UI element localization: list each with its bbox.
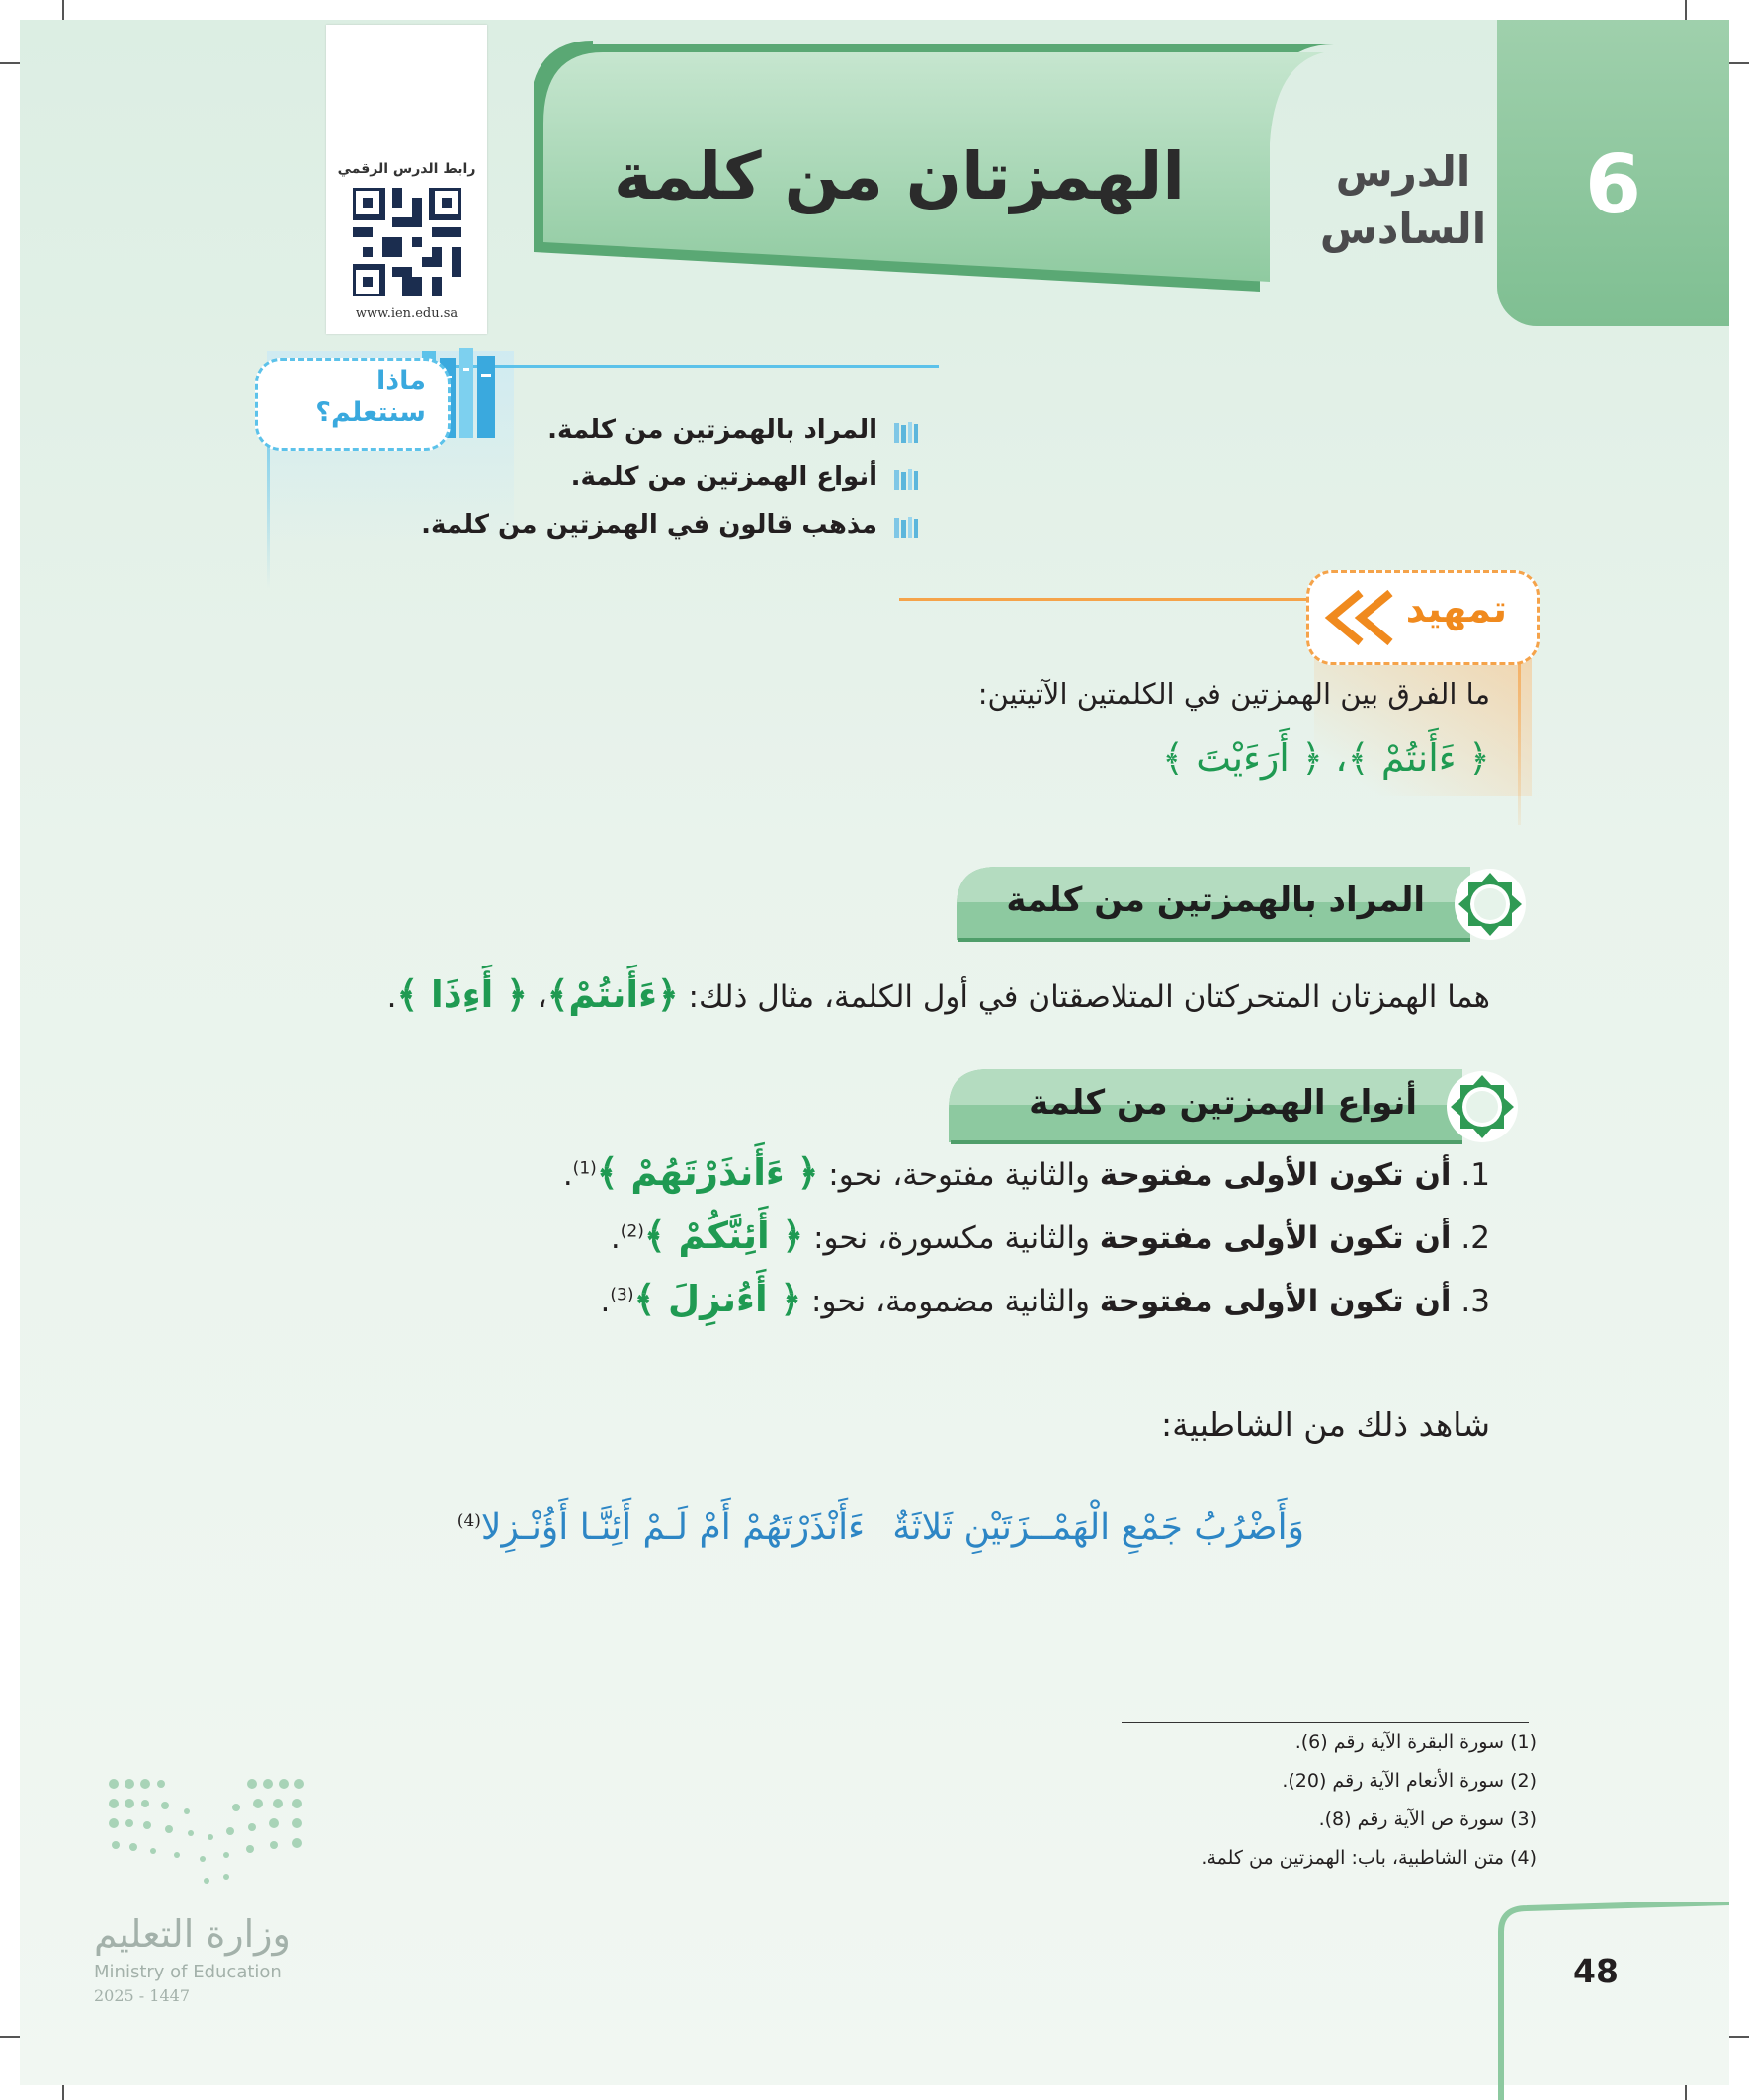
meaning-separator: ،	[527, 979, 547, 1015]
footnote-item: (2) سورة الأنعام الآية رقم (20).	[1282, 1770, 1537, 1792]
meaning-paragraph	[387, 973, 1490, 1016]
type-item	[502, 1151, 1490, 1215]
ornament-star-icon	[1447, 1071, 1518, 1142]
footnote-item: (4) متن الشاطبية، باب: الهمزتين من كلمة.	[1201, 1847, 1537, 1869]
meaning-text: هما الهمزتان المتحركتان المتلاصقتان في أول الكلمة، مثال ذلك:	[678, 979, 1490, 1015]
objective-text: مذهب قالون في الهمزتين من كلمة.	[421, 510, 877, 540]
meaning-example-1: ﴿ءَأَنتُمْ﴾	[546, 973, 679, 1016]
type-end: .	[610, 1220, 621, 1256]
page-number: 48	[1573, 1952, 1619, 1990]
type-num: 1.	[1460, 1157, 1490, 1193]
section-heading-text: أنواع الهمزتين من كلمة	[1029, 1083, 1417, 1123]
type-rest: والثانية مكسورة، نحو:	[803, 1220, 1100, 1256]
qr-code-icon[interactable]	[353, 188, 461, 296]
double-chevron-icon	[1321, 588, 1395, 647]
type-num: 3.	[1460, 1284, 1490, 1319]
lesson-label-line1: الدرس	[1335, 147, 1471, 196]
type-bold: أن تكون الأولى مفتوحة	[1099, 1220, 1452, 1256]
footnote-item: (1) سورة البقرة الآية رقم (6).	[1294, 1731, 1537, 1753]
section-heading-text: المراد بالهمزتين من كلمة	[1006, 881, 1425, 920]
witness-label: شاهد ذلك من الشاطبية:	[1161, 1405, 1490, 1444]
type-bold: أن تكون الأولى مفتوحة	[1099, 1284, 1452, 1319]
types-list	[502, 1151, 1490, 1341]
type-num: 2.	[1460, 1220, 1490, 1256]
qr-card[interactable]	[326, 25, 487, 334]
intro-badge-label: تمهيد	[1405, 587, 1507, 630]
section-heading-meaning	[957, 863, 1532, 942]
ministry-name-en: Ministry of Education	[94, 1962, 282, 1982]
ministry-year: 2025 - 1447	[94, 1986, 191, 2005]
lesson-title: الهمزتان من كلمة	[614, 138, 1185, 214]
learn-bubble-line2: سنتعلم؟	[315, 397, 426, 428]
type-end: .	[600, 1284, 611, 1319]
verse-ref: (4)	[457, 1511, 481, 1531]
learn-bubble-line1: ماذا	[376, 366, 426, 396]
type-quran: ﴿ ءَأَنذَرْتَهُمْ ﴾	[596, 1151, 819, 1194]
intro-question: ما الفرق بين الهمزتين في الكلمتين الآتيتين:	[977, 677, 1490, 711]
lesson-label	[1319, 143, 1487, 258]
type-rest: والثانية مضمومة، نحو:	[801, 1284, 1100, 1319]
type-rest: والثانية مفتوحة، نحو:	[818, 1157, 1100, 1193]
bullet-books-icon	[893, 516, 919, 540]
intro-badge	[1306, 570, 1540, 665]
bullet-books-icon	[893, 421, 919, 445]
lesson-number-tab	[1497, 20, 1729, 326]
qr-label: رابط الدرس الرقمي	[337, 161, 476, 177]
meaning-example-2: ﴿ أَءِذَا ﴾	[396, 973, 528, 1016]
intro-example-1: ﴿ ءَأَنتُمْ ﴾	[1347, 736, 1490, 780]
objective-item	[407, 462, 921, 510]
type-quran: ﴿ أَءُنزِلَ ﴾	[633, 1278, 802, 1320]
objectives-list	[407, 415, 921, 557]
lesson-number: 6	[1584, 138, 1642, 232]
intro-example-2: ﴿ أَرَءَيْتَ ﴾	[1161, 736, 1324, 780]
page-number-box	[1497, 1902, 1729, 2100]
footnote-item: (3) سورة ص الآية رقم (8).	[1318, 1808, 1537, 1830]
objective-text: المراد بالهمزتين من كلمة.	[547, 415, 877, 445]
ornament-star-icon	[1455, 869, 1526, 940]
objective-item	[407, 510, 921, 557]
qr-url[interactable]: www.ien.edu.sa	[355, 306, 458, 321]
ministry-logo	[94, 1774, 321, 2005]
footnote-rule	[1122, 1722, 1529, 1723]
type-item	[502, 1215, 1490, 1278]
meaning-end: .	[386, 979, 397, 1015]
type-end: .	[562, 1157, 573, 1193]
ministry-dots-icon	[104, 1774, 321, 1897]
type-ref: (2)	[620, 1221, 644, 1242]
footnotes-list	[1201, 1731, 1537, 1886]
section-heading-types	[949, 1065, 1524, 1144]
type-ref: (1)	[572, 1158, 597, 1179]
bullet-books-icon	[893, 468, 919, 492]
verse-part-1: وَأَضْرُبُ جَمْعِ الْهَمْــزَتَيْنِ ثَلاثَةٌ	[892, 1507, 1304, 1548]
verse-part-2-text: ءَأَنْذَرْتَهُمْ أَمْ لَـمْ أَئِنَّـا أَؤُنْـزِلا	[480, 1507, 865, 1548]
intro-separator: ،	[1323, 736, 1348, 780]
intro-examples	[1162, 736, 1490, 780]
type-item	[502, 1278, 1490, 1341]
objective-text: أنواع الهمزتين من كلمة.	[570, 462, 877, 492]
ministry-name-ar: وزارة التعليم	[94, 1912, 291, 1956]
type-ref: (3)	[610, 1285, 634, 1305]
verse-part-2	[458, 1507, 865, 1548]
lesson-label-line2: السادس	[1319, 205, 1487, 253]
type-quran: ﴿ أَئِنَّكُمْ ﴾	[643, 1215, 804, 1257]
objective-item	[407, 415, 921, 462]
type-bold: أن تكون الأولى مفتوحة	[1099, 1157, 1452, 1193]
